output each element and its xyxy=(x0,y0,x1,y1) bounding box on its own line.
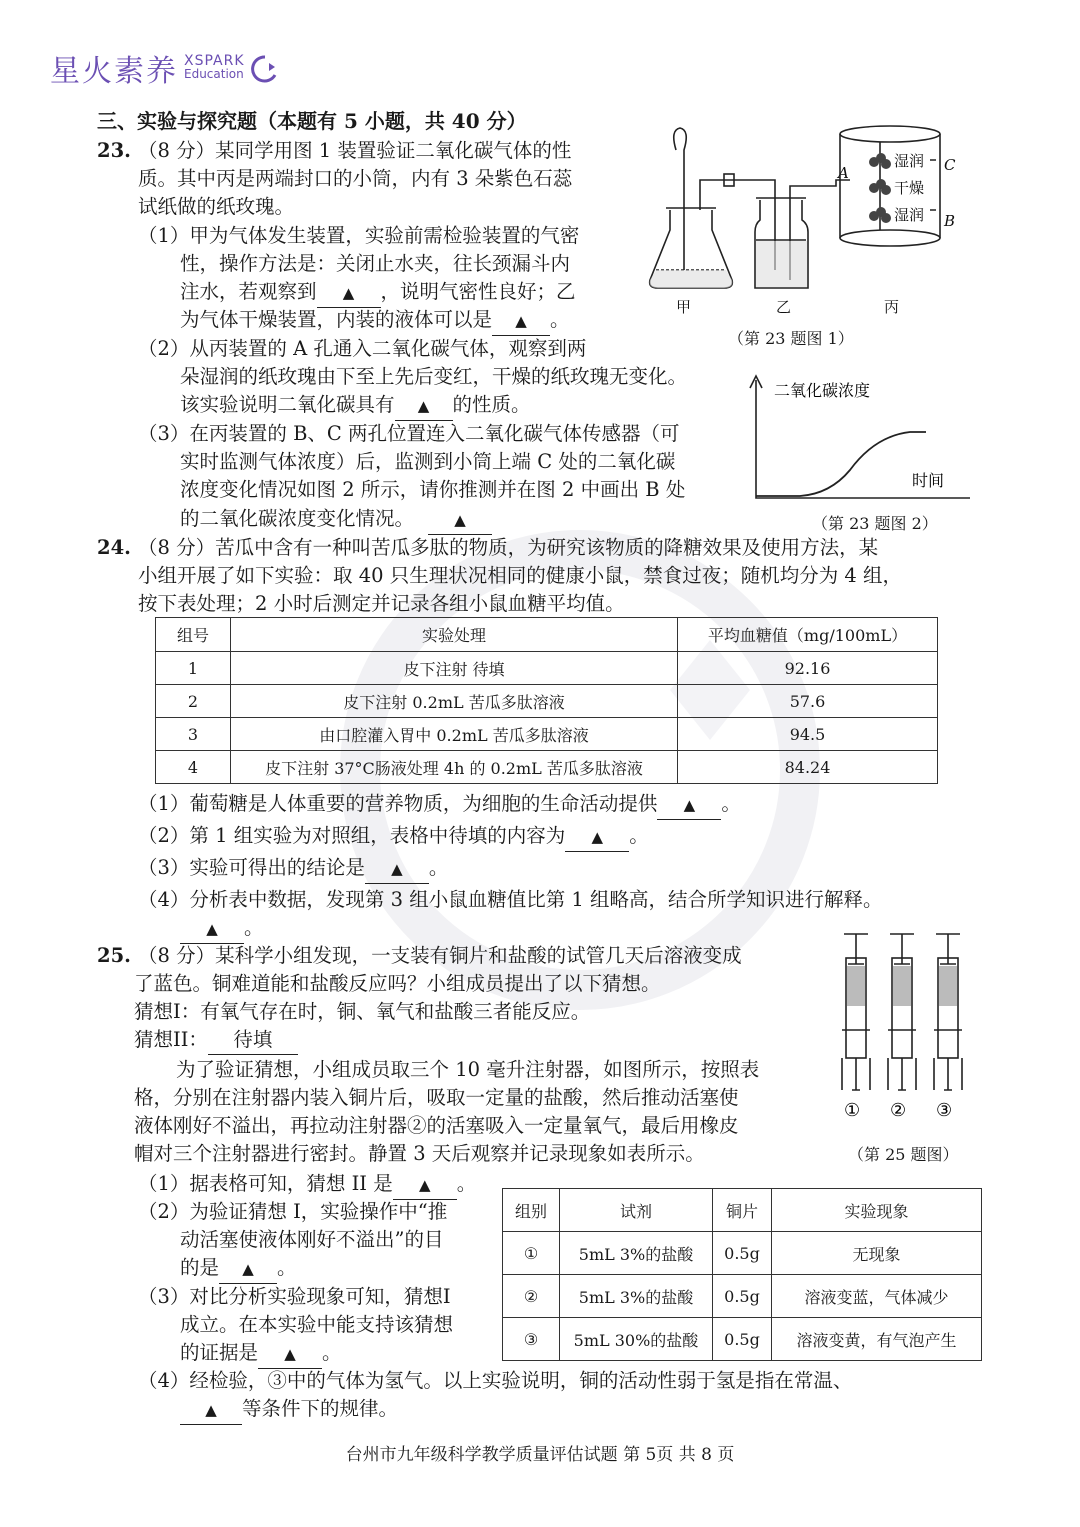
table-header-row: 组别 试剂 铜片 实验现象 xyxy=(503,1189,982,1232)
q24-sub2: （2）第 1 组实验为对照组，表格中待填的内容为 ▲ 。 xyxy=(138,822,649,852)
svg-text:丙: 丙 xyxy=(884,298,900,316)
svg-text:③: ③ xyxy=(936,1100,953,1120)
fig1-caption: （第 23 题图 1） xyxy=(728,329,854,348)
fig2-caption: （第 23 题图 2） xyxy=(812,514,938,533)
q23-part2-line3: 该实验说明二氧化碳具有 ▲ 的性质。 xyxy=(180,391,531,421)
q23-part3: （3）在丙装置的 B、C 两孔位置连入二氧化碳气体传感器（可 xyxy=(138,422,680,445)
answer-blank[interactable]: ▲ xyxy=(180,1395,242,1425)
svg-text:②: ② xyxy=(890,1100,907,1120)
q23-figure2-graph xyxy=(740,370,980,510)
answer-blank[interactable]: ▲ xyxy=(219,1254,277,1284)
table-header-row: 组号 实验处理 平均血糖值（mg/100mL） xyxy=(156,618,938,652)
q25-sub4-line2: ▲ 等条件下的规律。 xyxy=(180,1395,398,1425)
q23-figure1 xyxy=(640,120,960,350)
q24-line: 按下表处理；2 小时后测定并记录各组小鼠血糖平均值。 xyxy=(138,592,625,615)
q23-line: 试纸做的纸玫瑰。 xyxy=(138,195,295,218)
q25-number: 25. xyxy=(97,944,131,967)
q25-sub4: （4）经检验，③中的气体为氢气。以上实验说明，铜的活动性弱于氢是指在常温、 xyxy=(138,1369,853,1392)
table-row: 2 皮下注射 0.2mL 苦瓜多肽溶液 57.6 xyxy=(156,685,938,718)
q23-part2: 朵湿润的纸玫瑰由下至上先后变红，干燥的纸玫瑰无变化。 xyxy=(180,365,688,388)
q25-para: 为了验证猜想，小组成员取三个 10 毫升注射器，如图所示，按照表 xyxy=(176,1058,760,1081)
q25-line: （8 分）某科学小组发现，一支装有铜片和盐酸的试管几天后溶液变成 xyxy=(138,944,742,967)
q24-sub4: （4）分析表中数据，发现第 3 组小鼠血糖值比第 1 组略高，结合所学知识进行解释。 xyxy=(138,888,883,911)
fig1-label: 湿润 xyxy=(894,206,925,224)
q24-line: （8 分）苦瓜中含有一种叫苦瓜多肽的物质，为研究该物质的降糖效果及使用方法，某 xyxy=(138,536,879,559)
svg-text:甲: 甲 xyxy=(676,298,692,316)
answer-blank[interactable]: ▲ xyxy=(657,790,721,820)
q23-part2: （2）从丙装置的 A 孔通入二氧化碳气体，观察到两 xyxy=(138,337,587,360)
q23-part1-line3: 注水，若观察到 ▲ ，说明气密性良好；乙 xyxy=(180,278,576,308)
answer-blank[interactable]: ▲ xyxy=(428,505,492,535)
svg-text:C: C xyxy=(944,156,956,174)
q25-fig-caption: （第 25 题图） xyxy=(848,1145,959,1164)
q25-para: 格，分别在注射器内装入铜片后，吸取一定量的盐酸，然后推动活塞使 xyxy=(134,1086,739,1109)
q25-syringe-figure xyxy=(828,930,978,1120)
answer-blank[interactable]: ▲ xyxy=(317,278,381,308)
q25-line: 了蓝色。铜难道能和盐酸反应吗？小组成员提出了以下猜想。 xyxy=(134,972,661,995)
page-footer: 台州市九年级科学教学质量评估试题 第 5页 共 8 页 xyxy=(345,1445,735,1465)
q24-line: 小组开展了如下实验：取 40 只生理状况相同的健康小鼠，禁食过夜；随机均分为 4 组， xyxy=(138,564,903,587)
q25-para: 帽对三个注射器进行密封。静置 3 天后观察并记录现象如表所示。 xyxy=(134,1142,705,1165)
answer-blank[interactable]: ▲ xyxy=(365,854,429,884)
table-row: 3 由口腔灌入胃中 0.2mL 苦瓜多肽溶液 94.5 xyxy=(156,718,938,751)
svg-text:时间: 时间 xyxy=(912,471,945,490)
fig1-label: 干燥 xyxy=(894,179,925,197)
brand-logo xyxy=(50,48,281,88)
q25-sub1: （1）据表格可知，猜想 II 是 ▲ 。 xyxy=(138,1170,476,1200)
section-title: 三、实验与探究题（本题有 5 小题，共 40 分） xyxy=(97,109,527,133)
q25-para: 液体刚好不溢出，再拉动注射器②的活塞吸入一定量氧气，最后用橡皮 xyxy=(134,1114,739,1137)
q24-number: 24. xyxy=(97,536,131,559)
answer-blank[interactable]: ▲ xyxy=(258,1339,322,1369)
logo-icon xyxy=(245,53,281,83)
svg-text:二氧化碳浓度: 二氧化碳浓度 xyxy=(774,381,871,400)
q25-sub2: （2）为验证猜想 I，实验操作中“推 xyxy=(138,1200,448,1223)
table-row: 1 皮下注射 待填 92.16 xyxy=(156,652,938,685)
q25-sub3: 成立。在本实验中能支持该猜想 xyxy=(180,1313,454,1336)
logo-english: XSPARK Education xyxy=(184,53,245,81)
q23-part3-line4: 的二氧化碳浓度变化情况。 ▲ xyxy=(180,505,492,535)
q25-guess2: 猜想II： 待填 xyxy=(134,1026,298,1055)
answer-blank[interactable]: ▲ xyxy=(395,391,453,421)
fig1-label: 湿润 xyxy=(894,152,925,170)
answer-blank[interactable]: ▲ xyxy=(393,1170,457,1200)
q23-number: 23. xyxy=(97,139,131,162)
q25-sub2-line3: 的是 ▲ 。 xyxy=(180,1254,297,1284)
q25-guess1: 猜想I：有氧气存在时，铜、氧气和盐酸三者能反应。 xyxy=(134,1000,591,1023)
table-row: ① 5mL 3%的盐酸 0.5g 无现象 xyxy=(503,1232,982,1275)
q24-sub1: （1）葡萄糖是人体重要的营养物质，为细胞的生命活动提供 ▲ 。 xyxy=(138,790,741,820)
q25-table xyxy=(502,1188,982,1361)
svg-text:乙: 乙 xyxy=(776,298,792,316)
table-row: ② 5mL 3%的盐酸 0.5g 溶液变蓝，气体减少 xyxy=(503,1275,982,1318)
concentration-curve xyxy=(756,432,926,496)
answer-blank[interactable]: ▲ xyxy=(492,306,550,336)
q23-part3: 实时监测气体浓度）后，监测到小筒上端 C 处的二氧化碳 xyxy=(180,450,676,473)
q25-sub3: （3）对比分析实验现象可知，猜想I xyxy=(138,1285,451,1308)
table-row: ③ 5mL 30%的盐酸 0.5g 溶液变黄，有气泡产生 xyxy=(503,1318,982,1361)
q24-sub4-blank: ▲ 。 xyxy=(180,914,264,944)
answer-blank[interactable]: ▲ xyxy=(565,822,629,852)
q24-sub3: （3）实验可得出的结论是 ▲ 。 xyxy=(138,854,448,884)
q24-table xyxy=(155,617,938,784)
q25-sub3-line3: 的证据是 ▲ 。 xyxy=(180,1339,342,1369)
q25-sub2: 动活塞使液体刚好不溢出”的目 xyxy=(180,1228,444,1251)
svg-text:①: ① xyxy=(844,1100,861,1120)
q23-part3: 浓度变化情况如图 2 所示，请你推测并在图 2 中画出 B 处 xyxy=(180,478,686,501)
q23-part1: 性，操作方法是：关闭止水夹，往长颈漏斗内 xyxy=(180,252,571,275)
answer-blank[interactable]: 待填 xyxy=(208,1026,298,1055)
q23-line: 质。其中丙是两端封口的小筒，内有 3 朵紫色石蕊 xyxy=(138,167,573,190)
q23-line: （8 分）某同学用图 1 装置验证二氧化碳气体的性 xyxy=(138,139,572,162)
svg-text:B: B xyxy=(944,212,956,230)
table-row: 4 皮下注射 37°C肠液处理 4h 的 0.2mL 苦瓜多肽溶液 84.24 xyxy=(156,751,938,784)
svg-text:A: A xyxy=(838,164,849,182)
q23-part1-line4: 为气体干燥装置，内装的液体可以是 ▲ 。 xyxy=(180,306,570,336)
answer-blank[interactable]: ▲ xyxy=(180,914,244,944)
logo-text: 星火素养 xyxy=(50,54,178,89)
q23-part1: （1）甲为气体发生装置，实验前需检验装置的气密 xyxy=(138,224,580,247)
